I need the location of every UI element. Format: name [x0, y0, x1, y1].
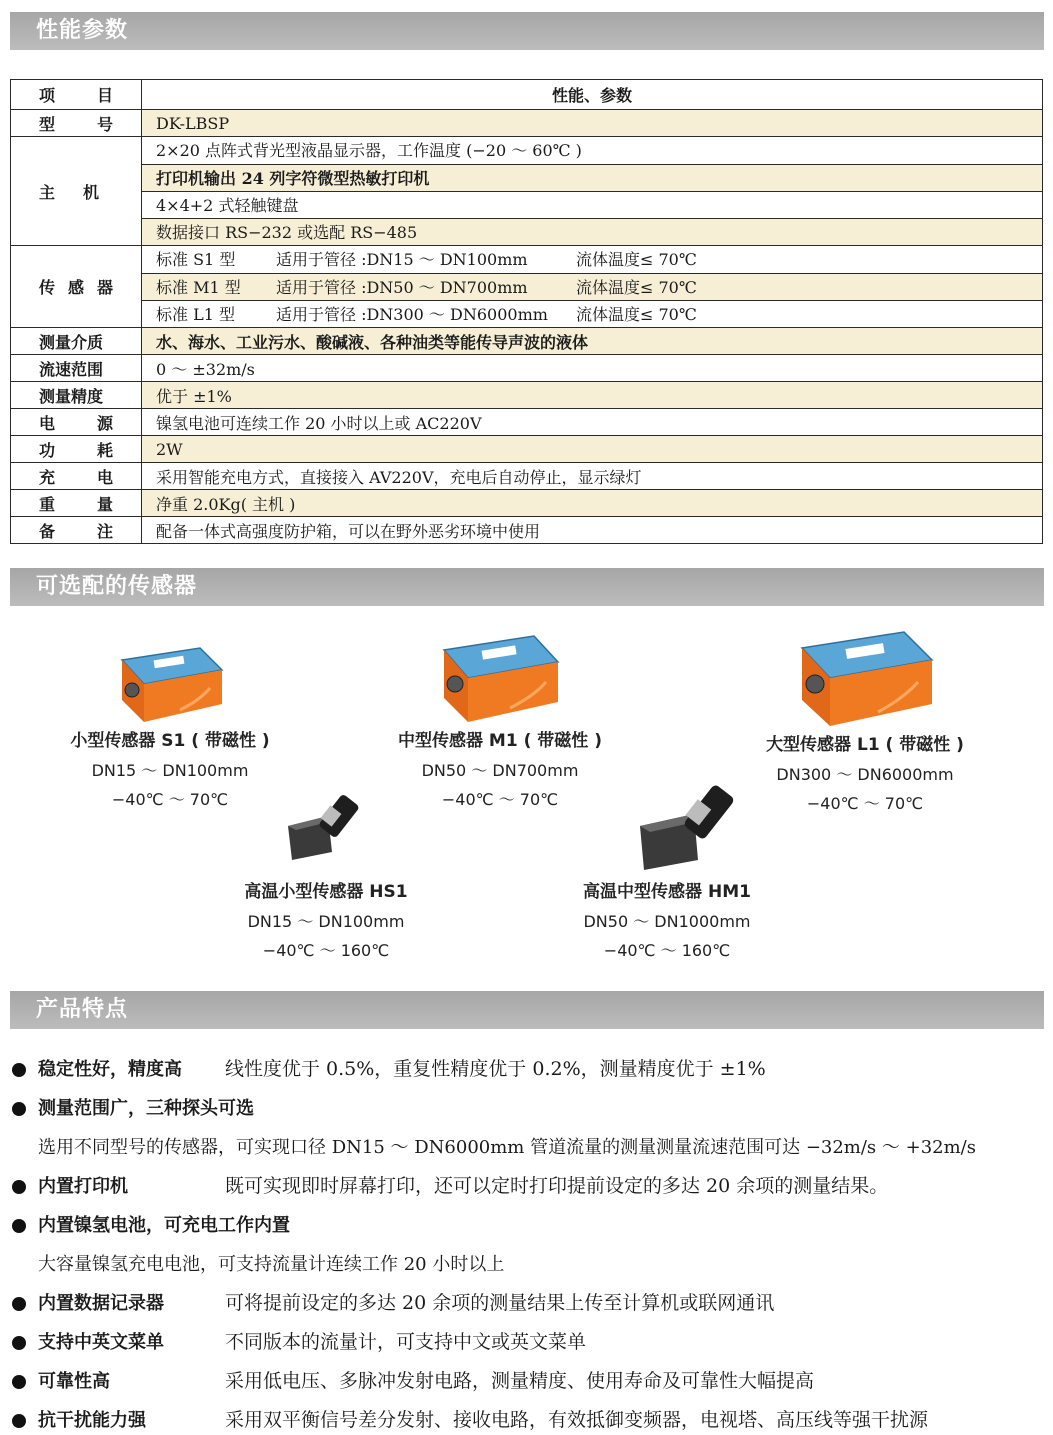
spec-row [11, 328, 1043, 355]
spec-value: 水、海水、工业污水、酸碱液、各种油类等能传导声波的液体 [142, 328, 1043, 355]
feature-list [12, 1050, 1042, 1435]
sensor-l1-image [788, 624, 942, 730]
sensor-name: 小型传感器 S1 ( 带磁性 ) [70, 731, 270, 751]
spec-table [10, 79, 1043, 544]
spec-label: 测量精度 [11, 382, 142, 409]
feature-desc: 采用双平衡信号差分发射、接收电路，有效抵御变频器，电视塔、高压线等强干扰源 [225, 1409, 929, 1431]
section-header-features: 产品特点 [10, 991, 1044, 1029]
sensor-range: DN15 ～ DN100mm [91, 761, 249, 780]
spec-host-line: 数据接口 RS−232 或选配 RS−485 [142, 218, 1042, 245]
feature-title: 稳定性好，精度高 [38, 1059, 182, 1080]
feature-item [12, 1050, 1042, 1089]
sensor-m1-image [430, 628, 570, 726]
sensor-range: DN50 ～ DN700mm [421, 761, 579, 780]
spec-sensor-line: 标准 S1 型 适用于管径 :DN15 ～ DN100mm 流体温度≤ 70℃ [156, 250, 697, 269]
feature-desc: 线性度优于 0.5%，重复性精度优于 0.2%，测量精度优于 ±1% [225, 1058, 766, 1080]
bullet-icon [12, 1336, 26, 1350]
feature-item [12, 1089, 1042, 1128]
sensor-range: DN15 ～ DN100mm [247, 912, 405, 931]
spec-label: 传 感 器 [11, 246, 142, 328]
feature-desc: 采用低电压、多脉冲发射电路，测量精度、使用寿命及可靠性大幅提高 [225, 1370, 815, 1392]
spec-label: 主 机 [11, 137, 142, 246]
feature-sub: 大容量镍氢充电电池，可支持流量计连续工作 20 小时以上 [38, 1254, 505, 1275]
spec-label: 功 耗 [11, 436, 142, 463]
spec-label: 测量介质 [11, 328, 142, 355]
bullet-icon [12, 1102, 26, 1116]
spec-row [11, 490, 1043, 517]
spec-value: 优于 ±1% [142, 382, 1043, 409]
feature-item [12, 1362, 1042, 1401]
spec-header-value: 性能、参数 [142, 80, 1043, 110]
spec-label: 电 源 [11, 409, 142, 436]
spec-label: 重 量 [11, 490, 142, 517]
spec-sensor-line: 标准 M1 型 适用于管径 :DN50 ～ DN700mm 流体温度≤ 70℃ [142, 273, 1042, 300]
feature-title: 内置打印机 [38, 1176, 128, 1197]
feature-subline [12, 1245, 1042, 1284]
sensor-name: 大型传感器 L1 ( 带磁性 ) [766, 735, 964, 755]
sensor-temp: −40℃ ～ 70℃ [111, 790, 229, 809]
sensor-s1-image [110, 640, 230, 726]
spec-row [11, 382, 1043, 409]
sensor-card-hm1 [537, 877, 797, 965]
feature-subline [12, 1128, 1042, 1167]
feature-title: 可靠性高 [38, 1371, 110, 1392]
sensor-card-l1 [735, 624, 995, 818]
feature-title: 支持中英文菜单 [38, 1332, 164, 1353]
sensor-hs1-image [284, 790, 374, 862]
spec-label: 充 电 [11, 463, 142, 490]
spec-row [11, 436, 1043, 463]
spec-value: 配备一体式高强度防护箱，可以在野外恶劣环境中使用 [142, 517, 1043, 544]
sensor-card-hs1 [196, 877, 456, 965]
sensor-name: 中型传感器 M1 ( 带磁性 ) [398, 731, 602, 751]
spec-row [11, 409, 1043, 436]
feature-desc: 可将提前设定的多达 20 余项的测量结果上传至计算机或联网通讯 [225, 1292, 775, 1314]
section-header-sensors: 可选配的传感器 [10, 568, 1044, 606]
spec-row [11, 355, 1043, 382]
feature-item [12, 1206, 1042, 1245]
sensor-temp: −40℃ ～ 70℃ [806, 794, 924, 813]
sensor-card-s1 [40, 640, 300, 814]
spec-row-model [11, 110, 1043, 137]
bullet-icon [12, 1063, 26, 1077]
spec-value-group [142, 137, 1043, 246]
bullet-icon [12, 1219, 26, 1233]
spec-row [11, 517, 1043, 544]
feature-title: 内置镍氢电池，可充电工作内置 [38, 1215, 290, 1236]
spec-host-line: 2×20 点阵式背光型液晶显示器，工作温度 (−20 ～ 60℃ ) [156, 141, 582, 160]
spec-row-host [11, 137, 1043, 246]
feature-desc: 既可实现即时屏幕打印，还可以定时打印提前设定的多达 20 余项的测量结果。 [225, 1175, 889, 1197]
sensor-range: DN50 ～ DN1000mm [583, 912, 751, 931]
spec-label: 流速范围 [11, 355, 142, 382]
spec-sensor-line: 标准 L1 型 适用于管径 :DN300 ～ DN6000mm 流体温度≤ 70℃ [142, 300, 1042, 327]
spec-value: 净重 2.0Kg( 主机 ) [142, 490, 1043, 517]
bullet-icon [12, 1414, 26, 1428]
bullet-icon [12, 1375, 26, 1389]
bullet-icon [12, 1297, 26, 1311]
feature-item [12, 1401, 1042, 1435]
feature-desc: 不同版本的流量计，可支持中文或英文菜单 [225, 1331, 587, 1353]
sensor-hm1-image [636, 782, 754, 872]
spec-value: DK-LBSP [142, 110, 1043, 137]
sensor-temp: −40℃ ～ 160℃ [603, 941, 731, 960]
spec-header-row [11, 80, 1043, 110]
feature-item [12, 1284, 1042, 1323]
feature-item [12, 1323, 1042, 1362]
spec-value-group [142, 246, 1043, 328]
section-header-performance: 性能参数 [10, 12, 1044, 50]
spec-label: 型 号 [11, 110, 142, 137]
spec-row-sensor [11, 246, 1043, 328]
sensor-temp: −40℃ ～ 70℃ [441, 790, 559, 809]
sensor-range: DN300 ～ DN6000mm [776, 765, 954, 784]
feature-title: 内置数据记录器 [38, 1293, 164, 1314]
spec-host-line: 打印机输出 24 列字符微型热敏打印机 [142, 164, 1042, 191]
spec-value: 0 ～ ±32m/s [142, 355, 1043, 382]
feature-item [12, 1167, 1042, 1206]
spec-row [11, 463, 1043, 490]
spec-label: 备 注 [11, 517, 142, 544]
feature-sub: 选用不同型号的传感器，可实现口径 DN15 ～ DN6000mm 管道流量的测量测量流速范围可达 −32m/s ～ +32m/s [38, 1137, 976, 1158]
feature-title: 抗干扰能力强 [38, 1410, 146, 1431]
feature-title: 测量范围广，三种探头可选 [38, 1098, 254, 1119]
bullet-icon [12, 1180, 26, 1194]
sensor-name: 高温中型传感器 HM1 [583, 882, 751, 902]
sensor-name: 高温小型传感器 HS1 [244, 882, 408, 902]
sensor-card-m1 [370, 628, 630, 814]
spec-value: 镍氢电池可连续工作 20 小时以上或 AC220V [142, 409, 1043, 436]
spec-label: 项 目 [11, 80, 142, 110]
spec-value: 2W [142, 436, 1043, 463]
spec-value: 采用智能充电方式，直接接入 AV220V，充电后自动停止，显示绿灯 [142, 463, 1043, 490]
spec-host-line: 4×4+2 式轻触键盘 [142, 191, 1042, 218]
sensor-temp: −40℃ ～ 160℃ [262, 941, 390, 960]
